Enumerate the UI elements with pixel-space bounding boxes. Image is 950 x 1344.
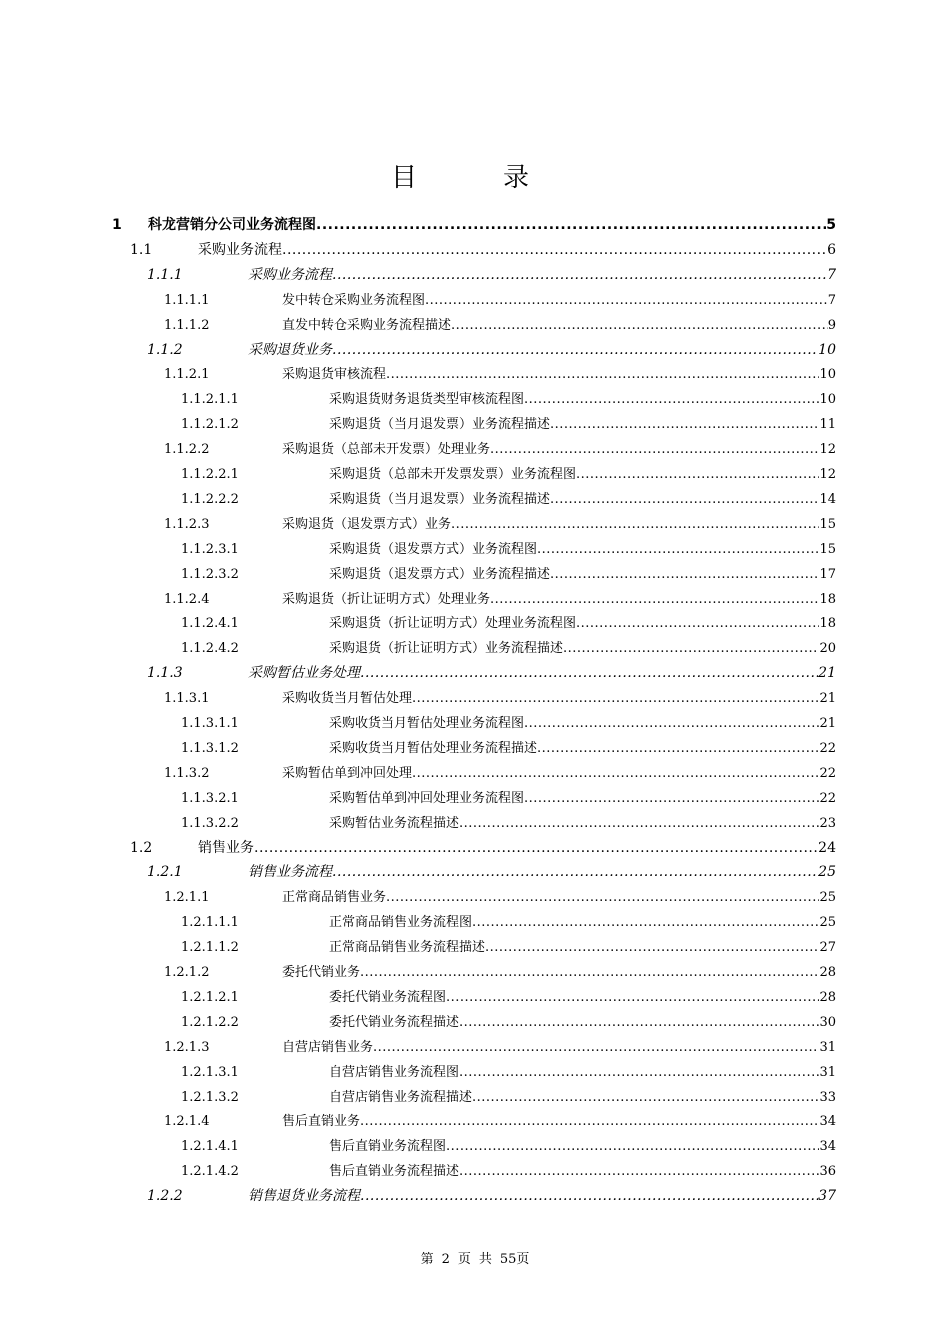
toc-entry-title: 售后直销业务流程描述: [329, 1164, 460, 1180]
toc-entry-leader: [550, 567, 819, 582]
toc-entry-number: 1.2.1.1.2: [181, 940, 239, 956]
toc-entry-page: 15: [819, 541, 836, 557]
toc-entry-leader: [563, 641, 819, 656]
toc-entry-page: 33: [819, 1089, 836, 1105]
toc-entry-leader: [472, 915, 819, 930]
toc-entry[interactable]: [164, 886, 836, 905]
toc-entry-number: 1.2: [130, 839, 153, 856]
toc-entry-leader: [451, 318, 828, 333]
toc-entry[interactable]: [147, 1185, 836, 1205]
toc-entry-page: 28: [819, 965, 836, 980]
toc-entry-number: 1.1.3.1: [164, 691, 210, 707]
toc-entry-page: 36: [819, 1164, 836, 1180]
toc-entry-leader: [459, 1065, 819, 1080]
toc-entry-number: 1: [112, 217, 122, 233]
toc-entry-leader: [425, 293, 828, 308]
toc-entry-leader: [412, 766, 819, 781]
toc-entry-leader: [386, 367, 819, 382]
toc-entry-page: 34: [819, 1139, 836, 1155]
footer-page-number: 2: [441, 1252, 450, 1267]
toc-entry-leader: [490, 442, 819, 457]
toc-entry-page: 27: [819, 940, 836, 956]
toc-entry-title: 正常商品销售业务: [282, 890, 387, 906]
toc-entry-number: 1.2.1.4.1: [181, 1139, 239, 1155]
toc-entry-number: 1.2.1.3.2: [181, 1089, 239, 1105]
toc-entry-title: 科龙营销分公司业务流程图: [148, 217, 316, 233]
toc-entry-leader: [485, 940, 819, 955]
toc-title: 目 录: [390, 163, 559, 193]
toc-entry-number: 1.2.2: [147, 1188, 183, 1205]
toc-entry-page: 9: [827, 317, 836, 333]
toc-entry-leader: [412, 691, 819, 706]
toc-entry-page: 17: [819, 566, 836, 582]
toc-entry-leader: [386, 890, 819, 905]
toc-entry[interactable]: [147, 264, 836, 284]
toc-entry-title: 采购暂估业务流程描述: [329, 815, 460, 831]
footer-page-label: 第: [420, 1252, 434, 1267]
toc-entry[interactable]: [147, 662, 836, 682]
toc-entry-page: 25: [819, 890, 836, 906]
toc-entry-leader: [360, 1114, 819, 1129]
toc-entry[interactable]: [164, 687, 836, 706]
toc-entry-leader: [360, 965, 819, 980]
toc-entry-number: 1.1.1.1: [164, 292, 210, 308]
toc-entry-title: 售后直销业务: [282, 1114, 361, 1130]
toc-entry[interactable]: [181, 787, 836, 806]
toc-entry[interactable]: [181, 563, 836, 582]
toc-entry[interactable]: [147, 861, 836, 881]
toc-entry[interactable]: [181, 463, 836, 482]
page-footer: [0, 1248, 950, 1267]
toc-entry-title: 采购收货当月暂估处理业务流程图: [329, 716, 525, 731]
toc-entry-title: 采购收货当月暂估处理: [282, 691, 413, 707]
toc-entry-leader: [576, 616, 819, 631]
toc-entry-leader: [524, 791, 819, 806]
toc-entry-leader: [282, 242, 827, 258]
toc-entry[interactable]: [181, 911, 836, 930]
toc-entry-page: 6: [827, 241, 836, 258]
toc-entry-leader: [332, 864, 818, 880]
toc-entry-page: 12: [819, 442, 836, 458]
toc-entry-title: 采购退货（退发票方式）业务流程描述: [329, 566, 551, 582]
toc-entry[interactable]: [181, 388, 836, 407]
toc-entry-title: 采购业务流程: [248, 266, 332, 283]
toc-entry-title: 采购退货审核流程: [282, 367, 387, 383]
toc-entry[interactable]: [164, 762, 836, 781]
toc-entry[interactable]: [181, 737, 836, 756]
toc-entry-leader: [537, 741, 819, 756]
toc-entry-title: 采购退货业务: [248, 341, 332, 358]
toc-entry-leader: [360, 665, 818, 681]
toc-entry[interactable]: [181, 612, 836, 631]
toc-entry-leader: [332, 267, 827, 283]
toc-entry-page: 5: [826, 217, 836, 233]
toc-entry-number: 1.2.1.4.2: [181, 1164, 239, 1180]
toc-entry-title: 委托代销业务流程描述: [329, 1014, 460, 1030]
toc-entry-title: 委托代销业务: [282, 965, 361, 980]
footer-total-label: 共: [478, 1252, 492, 1267]
toc-entry-number: 1.2.1.3: [164, 1039, 210, 1055]
footer-total-pages: 55页: [499, 1252, 530, 1267]
toc-entry-leader: [446, 1139, 819, 1154]
toc-entry-number: 1.2.1.2: [164, 965, 210, 980]
toc-entry-number: 1.1.3.2.1: [181, 790, 239, 806]
toc-entry-title: 采购退货（总部未开发票发票）业务流程图: [329, 467, 577, 482]
toc-entry-page: 10: [818, 341, 836, 358]
toc-entry-title: 销售退货业务流程: [248, 1188, 360, 1205]
toc-entry[interactable]: [164, 438, 836, 457]
toc-entry[interactable]: [164, 961, 836, 980]
toc-entry-number: 1.1.3.2.2: [181, 815, 239, 831]
toc-entry-number: 1.1.2.1.2: [181, 417, 239, 433]
toc-entry-page: 21: [818, 665, 836, 682]
toc-entry-number: 1.1.3: [147, 665, 183, 682]
toc-entry-number: 1.2.1.2.2: [181, 1014, 239, 1030]
toc-entry-page: 30: [819, 1014, 836, 1030]
toc-entry-page: 15: [819, 516, 836, 532]
toc-entry-title: 发中转仓采购业务流程图: [282, 292, 426, 308]
toc-entry-title: 正常商品销售业务流程描述: [329, 940, 486, 956]
toc-entry-page: 22: [819, 765, 836, 781]
toc-entry-leader: [576, 467, 819, 482]
toc-entry[interactable]: [181, 413, 836, 432]
toc-entry-page: 7: [827, 292, 836, 308]
toc-entry-title: 自营店销售业务流程图: [329, 1064, 460, 1080]
toc-entry-page: 34: [819, 1114, 836, 1130]
toc-entry-title: 正常商品销售业务流程图: [329, 915, 473, 931]
toc-entry-title: 委托代销业务流程图: [329, 989, 447, 1005]
toc-entry[interactable]: [164, 1110, 836, 1129]
toc-entry-title: 采购退货（退发票方式）业务流程图: [329, 541, 538, 557]
toc-entry-number: 1.2.1.1.1: [181, 915, 239, 931]
toc-entry[interactable]: [181, 538, 836, 557]
toc-entry-number: 1.1.2.4.2: [181, 641, 239, 657]
toc-entry-page: 7: [827, 266, 836, 283]
toc-entry-page: 14: [819, 491, 836, 507]
toc-entry-page: 12: [819, 467, 836, 482]
toc-entry[interactable]: [130, 837, 836, 857]
toc-entry-number: 1.1.2.3.1: [181, 541, 239, 557]
toc-entry[interactable]: [164, 314, 836, 333]
toc-entry[interactable]: [181, 1160, 836, 1179]
toc-entry-page: 31: [819, 1039, 836, 1055]
toc-entry-number: 1.1.2.3.2: [181, 566, 239, 582]
toc-entry-title: 采购暂估单到冲回处理业务流程图: [329, 790, 525, 806]
toc-entry-title: 采购退货（总部未开发票）处理业务: [282, 442, 491, 458]
toc-entry[interactable]: [164, 289, 836, 308]
toc-entry[interactable]: [181, 637, 836, 656]
toc-entry[interactable]: [164, 1036, 836, 1055]
toc-entry-page: 23: [819, 815, 836, 831]
toc-entry-page: 21: [819, 716, 836, 731]
toc-entry-page: 21: [819, 691, 836, 707]
toc-entry[interactable]: [130, 239, 836, 259]
toc-entry-title: 采购退货（退发票方式）业务: [282, 516, 452, 532]
toc-entry-title: 采购退货财务退货类型审核流程图: [329, 392, 525, 408]
toc-entry[interactable]: [181, 986, 836, 1005]
toc-entry-leader: [550, 417, 819, 432]
toc-entry-title: 售后直销业务流程图: [329, 1139, 447, 1155]
toc-entry-title: 采购退货（折让证明方式）业务流程描述: [329, 641, 564, 657]
toc-entry-title: 销售业务: [198, 839, 254, 856]
toc-entry-leader: [472, 1090, 819, 1105]
toc-entry-number: 1.2.1.4: [164, 1114, 210, 1130]
toc-entry-title: 采购暂估业务处理: [248, 665, 360, 682]
toc-entry-leader: [459, 1164, 819, 1179]
toc-entry[interactable]: [112, 214, 836, 234]
toc-entry-number: 1.1.2: [147, 341, 183, 358]
toc-entry[interactable]: [164, 513, 836, 532]
toc-entry-title: 采购退货（当月退发票）业务流程描述: [329, 417, 551, 433]
toc-entry[interactable]: [181, 1135, 836, 1154]
toc-entry-page: 25: [819, 915, 836, 931]
toc-entry-page: 22: [819, 790, 836, 806]
toc-entry-number: 1.1.2.3: [164, 516, 210, 532]
toc-entry-number: 1.2.1: [147, 864, 183, 881]
toc-entry-title: 采购业务流程: [198, 241, 282, 258]
toc-entry-number: 1.1.2.1: [164, 367, 210, 383]
toc-entry-title: 采购暂估单到冲回处理: [282, 765, 413, 781]
toc-entry-page: 11: [819, 417, 836, 433]
toc-entry-leader: [446, 990, 819, 1005]
toc-entry-leader: [537, 542, 819, 557]
toc-entry-number: 1.1.3.1.2: [181, 740, 239, 756]
toc-entry[interactable]: [181, 1011, 836, 1030]
toc-entry[interactable]: [181, 488, 836, 507]
toc-entry-number: 1.1: [130, 241, 153, 258]
toc-entry-title: 销售业务流程: [248, 864, 332, 881]
toc-entry[interactable]: [181, 1086, 836, 1105]
toc-entry-number: 1.1.3.1.1: [181, 716, 239, 731]
toc-entry-number: 1.1.1.2: [164, 317, 210, 333]
toc-entry-number: 1.2.1.1: [164, 890, 210, 906]
toc-entry-number: 1.1.2.2.1: [181, 467, 239, 482]
toc-entry-leader: [254, 840, 818, 856]
toc-entry-leader: [459, 1015, 819, 1030]
toc-entry-number: 1.1.2.4: [164, 591, 210, 607]
toc-entry[interactable]: [181, 712, 836, 731]
toc-entry-page: 10: [819, 392, 836, 408]
toc-entry-number: 1.2.1.2.1: [181, 989, 239, 1005]
toc-entry-page: 18: [819, 616, 836, 632]
toc-entry-leader: [451, 517, 819, 532]
toc-entry-number: 1.2.1.3.1: [181, 1064, 239, 1080]
toc-entry-title: 直发中转仓采购业务流程描述: [282, 317, 452, 333]
toc-entry-page: 25: [818, 864, 836, 881]
toc-entry-number: 1.1.2.4.1: [181, 616, 239, 632]
toc-entry-number: 1.1.2.1.1: [181, 392, 239, 408]
toc-entry-page: 18: [819, 591, 836, 607]
toc-entry-leader: [524, 392, 819, 407]
toc-entry-leader: [316, 217, 826, 233]
toc-entry[interactable]: [164, 363, 836, 382]
footer-page-unit: 页: [457, 1252, 471, 1267]
toc-entry-title: 采购退货（当月退发票）业务流程描述: [329, 491, 551, 507]
toc-entry-leader: [373, 1040, 819, 1055]
toc-entry-leader: [550, 492, 819, 507]
toc-entry[interactable]: [147, 339, 836, 359]
toc-entry-leader: [459, 816, 819, 831]
toc-entry[interactable]: [164, 588, 836, 607]
toc-entry[interactable]: [181, 812, 836, 831]
toc-entry-leader: [524, 716, 819, 731]
toc-entry-page: 22: [819, 740, 836, 756]
toc-entry[interactable]: [181, 1061, 836, 1080]
toc-entry-title: 自营店销售业务: [282, 1039, 374, 1055]
toc-entry[interactable]: [181, 936, 836, 955]
toc-entry-number: 1.1.2.2.2: [181, 491, 239, 507]
toc-entry-number: 1.1.3.2: [164, 765, 210, 781]
toc-entry-title: 采购退货（折让证明方式）处理业务: [282, 591, 491, 607]
toc-entry-page: 24: [818, 839, 836, 856]
toc-entry-leader: [490, 592, 819, 607]
toc-entry-title: 采购收货当月暂估处理业务流程描述: [329, 740, 538, 756]
toc-entry-page: 10: [819, 367, 836, 383]
toc-entry-number: 1.1.2.2: [164, 442, 210, 458]
toc-entry-title: 采购退货（折让证明方式）处理业务流程图: [329, 616, 577, 632]
toc-entry-page: 37: [818, 1188, 836, 1205]
toc-entry-page: 28: [819, 989, 836, 1005]
toc-entry-page: 20: [819, 641, 836, 657]
toc-entry-page: 31: [819, 1064, 836, 1080]
toc-entry-title: 自营店销售业务流程描述: [329, 1089, 473, 1105]
toc-entry-number: 1.1.1: [147, 266, 183, 283]
toc-entry-leader: [332, 342, 818, 358]
toc-entry-leader: [360, 1188, 818, 1204]
